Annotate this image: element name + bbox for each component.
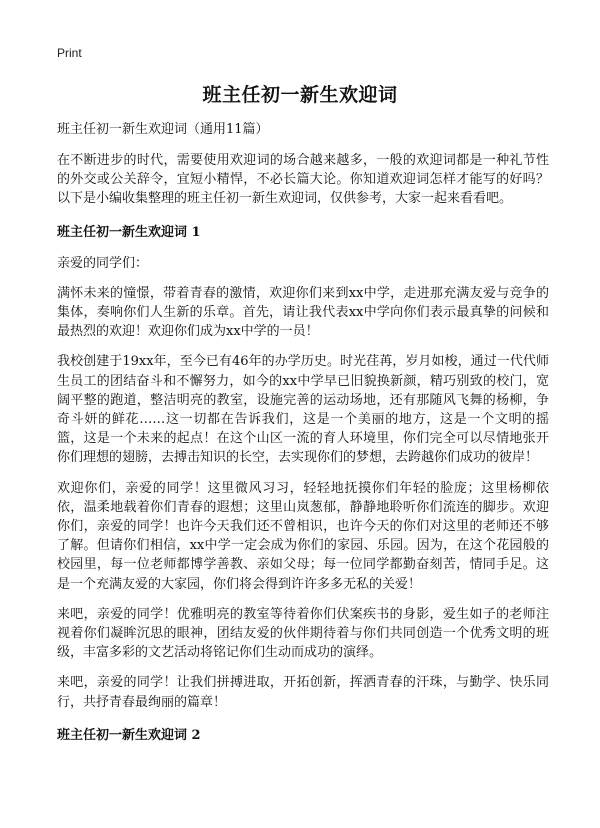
section-heading-2: 班主任初一新生欢迎词 2 xyxy=(57,727,201,743)
body-paragraph-5: 来吧，亲爱的同学！让我们拼搏进取，开拓创新，挥洒青春的汗珠，与勤学、快乐同行，共抒青春最绚丽的篇章！ xyxy=(57,675,549,710)
body-paragraph-2: 我校创建于19xx年，至今已有46年的办学历史。时光荏苒，岁月如梭，通过一代代师生员工的团结奋斗和不懈努力，如今的xx中学早已旧貌换新颜，精巧别致的校门，宽阔平整的跑道，整洁明亮的教室，设施完善的运动场地，还有那随风飞舞的杨柳，争奇斗妍的鲜花……这一切都在告诉我们，这是一个美丽的地方，这是一个文明的摇篮，这是一个未来的起点！在这个山区一流的育人环境里，你们完全可以尽情地张开你们理想的翅膀，去搏击知识的长空，去实现你们的梦想，去跨越你们成功的彼岸！ xyxy=(57,354,549,466)
body-paragraph-3: 欢迎你们，亲爱的同学！这里微风习习，轻轻地抚摸你们年轻的脸庞；这里杨柳依依，温柔地载着你们青春的遐想；这里山岚葱郁，静静地聆听你们流连的脚步。欢迎你们，亲爱的同学！也许今天我们还不曾相识，也许今天的你们对这里的老师还不够了解。但请你们相信，xx中学一定会成为你们的家园、乐园。因为，在这个花园般的校园里，每一位老师都博学善教、亲如父母；每一位同学都勤奋刻苦，情同手足。这是一个充满友爱的大家园，你们将会得到许许多多无私的关爱！ xyxy=(57,480,549,592)
greeting: 亲爱的同学们： xyxy=(57,255,149,271)
article-subtitle: 班主任初一新生欢迎词（通用11篇） xyxy=(57,122,269,137)
body-paragraph-4: 来吧，亲爱的同学！优雅明亮的教室等待着你们伏案疾书的身影，爱生如子的老师注视着你们凝眸沉思的眼神，团结友爱的伙伴期待着与你们共同创造一个优秀文明的班级，丰富多彩的文艺活动将铭记你们生动而成功的演绎。 xyxy=(57,606,549,661)
page-title: 班主任初一新生欢迎词 xyxy=(202,84,398,106)
section-heading-1: 班主任初一新生欢迎词 1 xyxy=(57,224,201,240)
print-link[interactable]: Print xyxy=(57,46,82,60)
article-body xyxy=(57,120,549,757)
body-paragraph-1: 满怀未来的憧憬，带着青春的激情，欢迎你们来到xx中学，走进那充满友爱与竞争的集体，奏响你们人生新的乐章。首先，请让我代表xx中学向你们表示最真挚的问候和最热烈的欢迎！欢迎你们成为xx中学的一员！ xyxy=(57,285,549,340)
intro-paragraph: 在不断进步的时代，需要使用欢迎词的场合越来越多，一般的欢迎词都是一种礼节性的外交或公关辞令，宜短小精悍，不必长篇大论。你知道欢迎词怎样才能写的好吗？以下是小编收集整理的班主任初一新生欢迎词，仅供参考，大家一起来看看吧。 xyxy=(57,153,549,207)
